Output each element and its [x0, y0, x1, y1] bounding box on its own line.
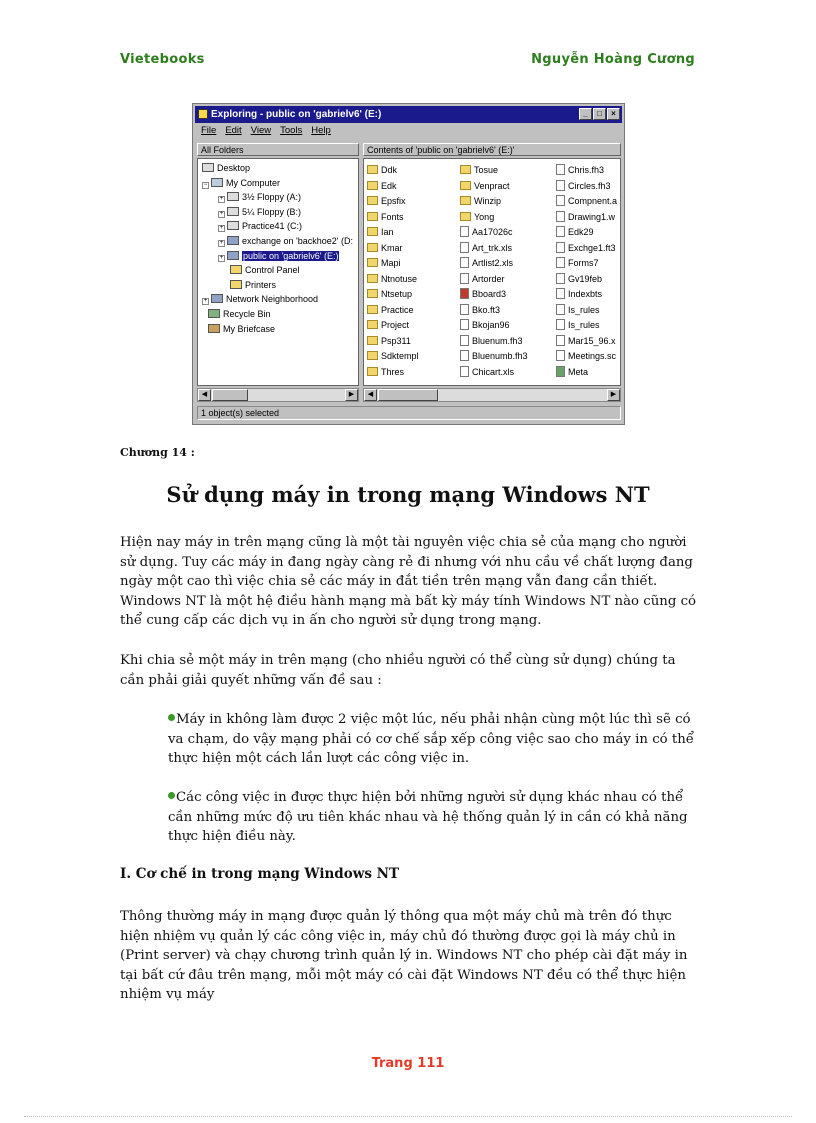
- tree-node[interactable]: [218, 191, 301, 204]
- bullet-icon: [168, 714, 175, 721]
- tree-node[interactable]: [218, 220, 302, 233]
- menu-bar: [197, 125, 331, 139]
- file-item[interactable]: [460, 303, 500, 318]
- file-item[interactable]: [460, 225, 513, 240]
- menu-help[interactable]: Help: [311, 125, 331, 136]
- file-icon: [556, 319, 565, 330]
- chapter-label: Chương 14 :: [120, 446, 195, 459]
- printer-folder-icon: [230, 280, 242, 289]
- file-icon: [556, 164, 565, 175]
- tree-node-label: My Briefcase: [223, 323, 276, 334]
- file-item-label: Practice: [381, 304, 414, 315]
- section-heading: I. Cơ chế in trong mạng Windows NT: [120, 866, 400, 882]
- contents-scroll-thumb[interactable]: [378, 389, 438, 401]
- bullet-item-2: [168, 788, 698, 847]
- file-item[interactable]: [460, 334, 523, 349]
- file-icon: [556, 180, 565, 191]
- file-item[interactable]: [460, 287, 506, 302]
- file-item[interactable]: [367, 241, 403, 256]
- file-icon: [556, 257, 565, 268]
- folder-icon: [367, 212, 378, 221]
- folder-icon: [367, 351, 378, 360]
- floppy-icon: [227, 207, 239, 216]
- tree-node-label: Desktop: [217, 163, 251, 173]
- file-item-label: Fonts: [381, 211, 404, 222]
- page-number: Trang 111: [371, 1056, 445, 1071]
- file-item[interactable]: [367, 349, 419, 364]
- floppy-icon: [227, 192, 239, 201]
- bullet-icon: [168, 792, 175, 799]
- tree-node[interactable]: [218, 235, 353, 248]
- file-item-label: Kmar: [381, 242, 403, 253]
- file-item-label: Meta: [568, 366, 589, 377]
- file-item-label: Ntnotuse: [381, 273, 418, 284]
- folder-icon: [367, 274, 378, 283]
- tree-node-label: exchange on 'backhoe2' (D:: [242, 236, 354, 246]
- close-button[interactable]: ×: [607, 108, 620, 120]
- expand-plus-icon[interactable]: +: [219, 240, 224, 246]
- file-item[interactable]: [556, 272, 602, 287]
- file-item-label: Meetings.sc: [568, 351, 617, 361]
- file-item-label: Bboard3: [472, 289, 507, 299]
- all-folders-header: All Folders: [197, 143, 359, 156]
- tree-node-label: Practice41 (C:): [242, 221, 303, 232]
- file-icon: [556, 288, 565, 299]
- folder-icon: [367, 196, 378, 205]
- tree-node-label: 5¼ Floppy (B:): [242, 206, 302, 217]
- file-item-label: Art_trk.xls: [472, 242, 513, 253]
- network-drive-icon: [227, 251, 239, 260]
- control-panel-icon: [230, 265, 242, 274]
- file-item[interactable]: [556, 318, 600, 333]
- folder-icon: [367, 258, 378, 267]
- file-item-label: Chicart.xls: [472, 366, 515, 377]
- tree-node[interactable]: [202, 293, 318, 306]
- paragraph-intro: Hiện nay máy in trên mạng cũng là một tài nguyên việc chia sẻ của mạng cho người sử dụng. Tuy các máy in đang ngày càng rẻ đi nhưng với nhu cầu về chất lượng đang ngày một cao thì việc chia sẻ các máy in đắt tiền trên mạng vẫn đang cần thiết. Windows NT là một hệ điều hành mạng mà bất kỳ máy tính Windows NT nào cũng có thể cung cấp các dịch vụ in ấn cho người sử dụng trong mạng.: [120, 535, 697, 628]
- bullet-text-2: Các công việc in được thực hiện bởi những người sử dụng khác nhau có thể cần những mức độ ưu tiên khác nhau và hệ thống quản lý in cần có khả năng thực hiện điều này.: [168, 790, 688, 844]
- network-drive-icon: [227, 236, 239, 245]
- expand-plus-icon[interactable]: +: [203, 298, 208, 305]
- file-item[interactable]: [556, 194, 617, 209]
- file-item-label: Is_rules: [568, 304, 600, 315]
- file-item-label: Thres: [381, 366, 405, 377]
- folder-tree: [197, 158, 359, 386]
- recycle-bin-icon: [208, 309, 220, 318]
- file-item-label: Ian: [381, 227, 394, 237]
- folder-icon: [460, 196, 471, 205]
- file-item-label: Winzip: [474, 196, 502, 206]
- file-item-label: Exchge1.ft3: [568, 242, 616, 253]
- file-item[interactable]: [367, 194, 406, 209]
- file-item-label: Project: [381, 320, 410, 330]
- file-item[interactable]: [460, 163, 498, 178]
- folder-icon: [460, 212, 471, 221]
- file-item[interactable]: [367, 318, 409, 333]
- desktop-icon: [202, 163, 214, 172]
- status-bar: 1 object(s) selected: [197, 406, 621, 420]
- expand-plus-icon[interactable]: +: [219, 210, 224, 217]
- file-item-label: Bkojan96: [472, 320, 510, 330]
- file-item[interactable]: [556, 210, 615, 225]
- explorer-title: Exploring - public on 'gabrielv6' (E:): [211, 109, 382, 120]
- file-item[interactable]: [367, 334, 411, 349]
- tree-node[interactable]: [218, 206, 301, 219]
- file-icon: [556, 273, 565, 284]
- file-icon: [556, 226, 565, 237]
- computer-icon: [211, 178, 223, 187]
- file-item-label: Indexbts: [568, 289, 603, 299]
- file-item-label: Is_rules: [568, 320, 600, 330]
- file-icon: [556, 335, 565, 346]
- file-item[interactable]: [367, 272, 417, 287]
- file-item[interactable]: [367, 225, 394, 240]
- file-item-label: Psp311: [381, 335, 411, 346]
- file-item[interactable]: [460, 256, 513, 271]
- file-item-label: Drawing1.w: [568, 211, 616, 222]
- tree-node[interactable]: [218, 250, 339, 263]
- explorer-screenshot: [192, 103, 625, 425]
- file-item-label: Gv19feb: [568, 273, 603, 284]
- file-item-label: Sdktempl: [381, 351, 419, 361]
- file-item[interactable]: [556, 179, 611, 194]
- folder-icon: [367, 367, 378, 376]
- tree-node[interactable]: [202, 162, 250, 175]
- file-item[interactable]: [460, 194, 501, 209]
- file-item-label: Bluenum.fh3: [472, 335, 523, 346]
- scroll-left-arrow-icon[interactable]: ◀: [364, 389, 377, 401]
- contents-pane: [363, 158, 621, 386]
- scroll-right-arrow-icon[interactable]: ▶: [345, 389, 358, 401]
- file-item[interactable]: [556, 334, 616, 349]
- file-icon: [460, 273, 469, 284]
- file-item-label: Mapi: [381, 258, 401, 268]
- file-icon: [460, 304, 469, 315]
- minimize-button[interactable]: _: [579, 108, 592, 120]
- file-item-label: Venpract: [474, 180, 510, 191]
- tree-node[interactable]: [230, 279, 276, 292]
- file-icon: [460, 366, 469, 377]
- tree-node[interactable]: [208, 308, 271, 321]
- file-item[interactable]: [460, 349, 528, 364]
- file-item[interactable]: [367, 163, 397, 178]
- file-item-label: Tosue: [474, 165, 499, 175]
- expand-plus-icon[interactable]: +: [219, 196, 224, 203]
- file-item[interactable]: [556, 225, 594, 240]
- file-item[interactable]: [556, 349, 616, 364]
- app-file-icon: [460, 288, 469, 299]
- file-item[interactable]: [367, 303, 414, 318]
- file-icon: [556, 304, 565, 315]
- header-left: Vietebooks: [120, 52, 205, 67]
- file-item-label: Ddk: [381, 165, 398, 175]
- folder-icon: [460, 181, 471, 190]
- menu-edit[interactable]: Edit: [225, 125, 242, 136]
- tree-scroll-thumb[interactable]: [212, 389, 248, 401]
- file-item[interactable]: [556, 163, 604, 178]
- file-item-label: Forms7: [568, 258, 599, 268]
- folder-icon: [367, 320, 378, 329]
- file-item-label: Bko.ft3: [472, 304, 501, 315]
- file-item[interactable]: [556, 303, 600, 318]
- menu-tools[interactable]: Tools: [280, 125, 303, 136]
- header-right: Nguyễn Hoàng Cương: [531, 52, 695, 67]
- file-item[interactable]: [460, 179, 510, 194]
- expand-plus-icon[interactable]: +: [219, 225, 224, 232]
- explorer-app-icon: [198, 109, 208, 119]
- file-item-label: Edk29: [568, 227, 594, 237]
- file-icon: [556, 211, 565, 222]
- file-icon: [556, 350, 565, 361]
- file-item[interactable]: [367, 256, 401, 271]
- file-icon: [460, 257, 469, 268]
- tree-node-label: Control Panel: [245, 265, 300, 276]
- file-item-label: Circles.fh3: [568, 180, 611, 191]
- file-item[interactable]: [460, 210, 494, 225]
- file-icon: [460, 335, 469, 346]
- paragraph-issues: Khi chia sẻ một máy in trên mạng (cho nhiều người có thể cùng sử dụng) chúng ta cần phải giải quyết những vấn đề sau :: [120, 653, 676, 688]
- tree-node-label: public on 'gabrielv6' (E:): [243, 250, 339, 261]
- file-icon: [460, 350, 469, 361]
- file-item-label: Artlist2.xls: [472, 258, 514, 268]
- file-icon: [556, 195, 565, 206]
- app-file-icon: [556, 366, 565, 377]
- file-item-label: Yong: [474, 211, 495, 222]
- folder-icon: [367, 336, 378, 345]
- expand-plus-icon[interactable]: +: [219, 254, 224, 261]
- file-item[interactable]: [367, 210, 404, 225]
- file-item-label: Aa17026c: [472, 227, 513, 237]
- explorer-titlebar: [195, 106, 622, 123]
- file-item-label: Edk: [381, 180, 397, 191]
- tree-node-label: Recycle Bin: [223, 309, 271, 319]
- file-item[interactable]: [367, 179, 397, 194]
- page-title: Sử dụng máy in trong mạng Windows NT: [166, 482, 650, 507]
- file-item[interactable]: [556, 256, 599, 271]
- file-item[interactable]: [556, 365, 588, 380]
- file-icon: [556, 242, 565, 253]
- paragraph-print-server: Thông thường máy in mạng được quản lý thông qua một máy chủ mà trên đó thực hiện nhiệm vụ quản lý các công việc in, máy chủ đó thường được gọi là máy chủ in (Print server) và chạy chương trình quản lý in. Windows NT cho phép cài đặt máy in tại bất cứ đâu trên mạng, mỗi một máy có cài đặt Windows NT đều có thể thực hiện nhiệm vụ máy: [120, 909, 688, 1002]
- file-item[interactable]: [460, 318, 510, 333]
- folder-icon: [367, 289, 378, 298]
- folder-icon: [460, 165, 471, 174]
- file-item-label: Mar15_96.x: [568, 335, 616, 346]
- folder-icon: [367, 305, 378, 314]
- file-item-label: Compnent.a: [568, 196, 618, 206]
- folder-icon: [367, 227, 378, 236]
- tree-node[interactable]: [202, 177, 280, 190]
- file-item[interactable]: [460, 272, 505, 287]
- tree-node[interactable]: [208, 323, 275, 336]
- file-icon: [460, 242, 469, 253]
- tree-node[interactable]: [230, 264, 300, 277]
- file-item-label: Artorder: [472, 273, 505, 284]
- briefcase-icon: [208, 324, 220, 333]
- file-icon: [460, 319, 469, 330]
- file-item-label: Bluenumb.fh3: [472, 351, 528, 361]
- folder-icon: [367, 165, 378, 174]
- file-item-label: Epsfix: [381, 196, 406, 206]
- maximize-button[interactable]: □: [593, 108, 606, 120]
- drive-icon: [227, 221, 239, 230]
- collapse-minus-icon[interactable]: −: [203, 181, 208, 188]
- file-icon: [460, 226, 469, 237]
- file-item-label: Chris.fh3: [568, 165, 605, 175]
- contents-header: Contents of 'public on 'gabrielv6' (E:)': [363, 143, 621, 156]
- file-item[interactable]: [367, 287, 412, 302]
- tree-node-label: 3½ Floppy (A:): [242, 192, 302, 203]
- bullet-text-1: Máy in không làm được 2 việc một lúc, nếu phải nhận cùng một lúc thì sẽ có va chạm, do vậy mạng phải có cơ chế sắp xếp công việc sao cho máy in có thể thực hiện một cách lần lượt các công việc in.: [168, 712, 694, 766]
- scroll-right-arrow-icon[interactable]: ▶: [607, 389, 620, 401]
- file-item-label: Ntsetup: [381, 289, 413, 299]
- tree-node-label: My Computer: [226, 177, 281, 188]
- scroll-left-arrow-icon[interactable]: ◀: [198, 389, 211, 401]
- folder-icon: [367, 243, 378, 252]
- menu-view[interactable]: View: [250, 125, 272, 136]
- file-item[interactable]: [460, 241, 512, 256]
- network-icon: [211, 294, 223, 303]
- tree-node-label: Printers: [245, 279, 277, 290]
- file-item[interactable]: [556, 241, 616, 256]
- file-item[interactable]: [367, 365, 404, 380]
- bullet-item-1: [168, 710, 698, 769]
- tree-node-label: Network Neighborhood: [226, 294, 319, 305]
- contents-hscrollbar[interactable]: [363, 388, 621, 402]
- file-item[interactable]: [460, 365, 514, 380]
- file-item[interactable]: [556, 287, 602, 302]
- folder-icon: [367, 181, 378, 190]
- menu-file[interactable]: File: [201, 125, 217, 136]
- tree-hscrollbar[interactable]: [197, 388, 359, 402]
- footer-divider: [24, 1116, 792, 1117]
